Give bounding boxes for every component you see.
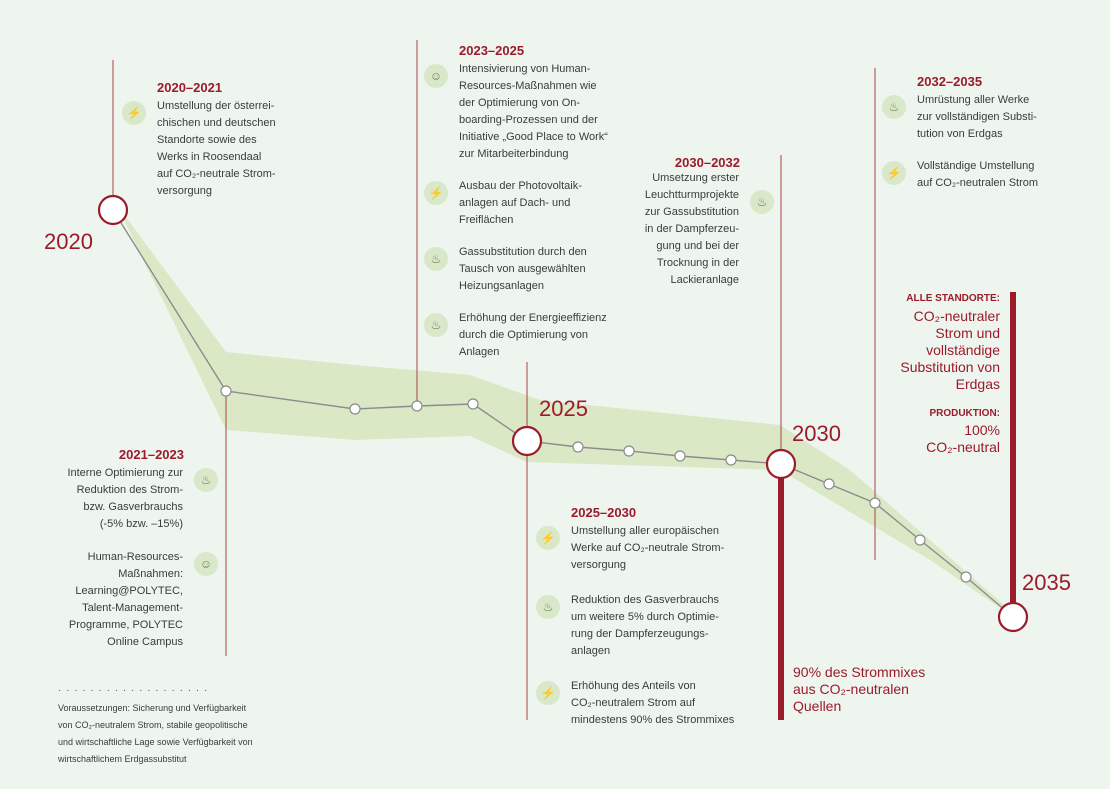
minor-milestone-dot: [350, 404, 360, 414]
factory-icon: ♨: [424, 313, 448, 337]
item-text: Gassubstitution durch den Tausch von ausgewählten Heizungsanlagen: [459, 246, 587, 292]
year-label-2025: 2025: [539, 396, 588, 421]
phase-heading: 2020–2021: [157, 80, 223, 95]
phase-heading: 2032–2035: [917, 74, 983, 89]
list-item: [424, 310, 624, 361]
phase-heading: 2030–2032: [674, 155, 740, 170]
people-icon: ☺: [424, 64, 448, 88]
dotted-divider: · · · · · · · · · · · · · · · · · · ·: [58, 685, 209, 696]
item-text: Umstellung der österrei- chischen und deutschen Standorte sowie des Werks in Roosendaal auf CO₂-neutrale Strom- versorgung: [157, 100, 276, 197]
minor-milestone-dot: [468, 399, 478, 409]
plug-icon: ⚡: [122, 101, 146, 125]
list-item: [606, 170, 774, 289]
people-icon: ☺: [194, 552, 218, 576]
plug-icon: ⚡: [882, 161, 906, 185]
list-item: [882, 92, 1092, 143]
list-item: [424, 244, 624, 295]
item-text: Vollständige Umstellung auf CO₂-neutralen Strom: [917, 160, 1039, 189]
phase-heading: 2025–2030: [571, 505, 637, 520]
year-label-2035: 2035: [1022, 570, 1071, 595]
plug-icon: ⚡: [536, 681, 560, 705]
minor-milestone-dot: [915, 535, 925, 545]
minor-milestone-dot: [870, 498, 880, 508]
year-label-2020: 2020: [44, 229, 93, 254]
list-item: [536, 592, 751, 660]
plug-icon: ⚡: [536, 526, 560, 550]
factory-icon: ♨: [750, 190, 774, 214]
prerequisites-text: Voraussetzungen: Sicherung und Verfügbarkeit von CO₂-neutralem Strom, stabile geopolitische und wirtschaftliche Lage sowie Verfügbarkeit von wirtschaftlichem Erdgassubstitut: [58, 703, 253, 764]
phase-2032-2035: [882, 74, 1092, 207]
goal-2030-text: 90% des Strommixes aus CO₂-neutralen Quellen: [793, 664, 926, 714]
milestone-2025-circle: [513, 427, 541, 455]
milestone-2030-circle: [767, 450, 795, 478]
item-text: Reduktion des Gasverbrauchs um weitere 5% durch Optimie- rung der Dampferzeugungs- anlagen: [571, 594, 719, 657]
list-item: [882, 158, 1092, 192]
factory-icon: ♨: [882, 95, 906, 119]
goal-label-all-sites: ALLE STANDORTE:: [906, 293, 1000, 304]
list-item: [536, 523, 751, 574]
plug-icon: ⚡: [424, 181, 448, 205]
minor-milestone-dot: [726, 455, 736, 465]
minor-milestone-dot: [961, 572, 971, 582]
minor-milestone-dot: [824, 479, 834, 489]
milestone-2035-circle: [999, 603, 1027, 631]
item-text: Intensivierung von Human- Resources-Maßnahmen wie der Optimierung von On- boarding-Prozessen und der Initiative „Good Place to Work“ zur Mitarbeiterbindung: [459, 63, 608, 160]
phase-heading: 2023–2025: [459, 43, 525, 58]
factory-icon: ♨: [424, 247, 448, 271]
goal-label-production: PRODUKTION:: [929, 408, 1000, 419]
list-item: [424, 178, 624, 229]
item-text: Interne Optimierung zur Reduktion des Strom- bzw. Gasverbrauchs (-5% bzw. –15%): [67, 467, 183, 530]
minor-milestone-dot: [624, 446, 634, 456]
phase-2025-2030: [536, 505, 751, 744]
list-item: [122, 98, 312, 200]
item-text: Umrüstung aller Werke zur vollständigen Substi- tution von Erdgas: [917, 94, 1037, 140]
phase-2023-2025: [424, 43, 624, 376]
prerequisites-note: [58, 686, 298, 768]
list-item: [20, 549, 218, 651]
phase-2020-2021: [122, 80, 312, 215]
minor-milestone-dot: [221, 386, 231, 396]
minor-milestone-dot: [675, 451, 685, 461]
item-text: Umsetzung erster Leuchtturmprojekte zur Gassubstitution in der Dampferzeu- gung und bei der Trocknung in der Lackieranlage: [644, 172, 739, 286]
minor-milestone-dot: [573, 442, 583, 452]
factory-icon: ♨: [536, 595, 560, 619]
item-text: Erhöhung des Anteils von CO₂-neutralem Strom auf mindestens 90% des Strommixes: [571, 680, 735, 726]
factory-icon: ♨: [194, 468, 218, 492]
list-item: [20, 465, 218, 533]
phase-heading: 2021–2023: [118, 447, 184, 462]
list-item: [536, 678, 751, 729]
minor-milestone-dot: [412, 401, 422, 411]
goal-2035: [850, 292, 1000, 456]
item-text: Ausbau der Photovoltaik- anlagen auf Dach- und Freiflächen: [459, 180, 582, 226]
list-item: [424, 61, 624, 163]
item-text: Erhöhung der Energieeffizienz durch die Optimierung von Anlagen: [459, 312, 607, 358]
goal-text-all-sites: CO₂-neutraler Strom und vollständige Substitution von Erdgas: [900, 308, 1000, 392]
phase-2021-2023: [20, 447, 218, 666]
goal-text-production: 100% CO₂-neutral: [926, 422, 1000, 455]
year-label-2030: 2030: [792, 421, 841, 446]
item-text: Umstellung aller europäischen Werke auf CO₂-neutrale Strom- versorgung: [571, 525, 725, 571]
phase-2030-2032: [606, 155, 774, 304]
item-text: Human-Resources- Maßnahmen: Learning@POLYTEC, Talent-Management- Programme, POLYTEC Online Campus: [68, 551, 183, 648]
